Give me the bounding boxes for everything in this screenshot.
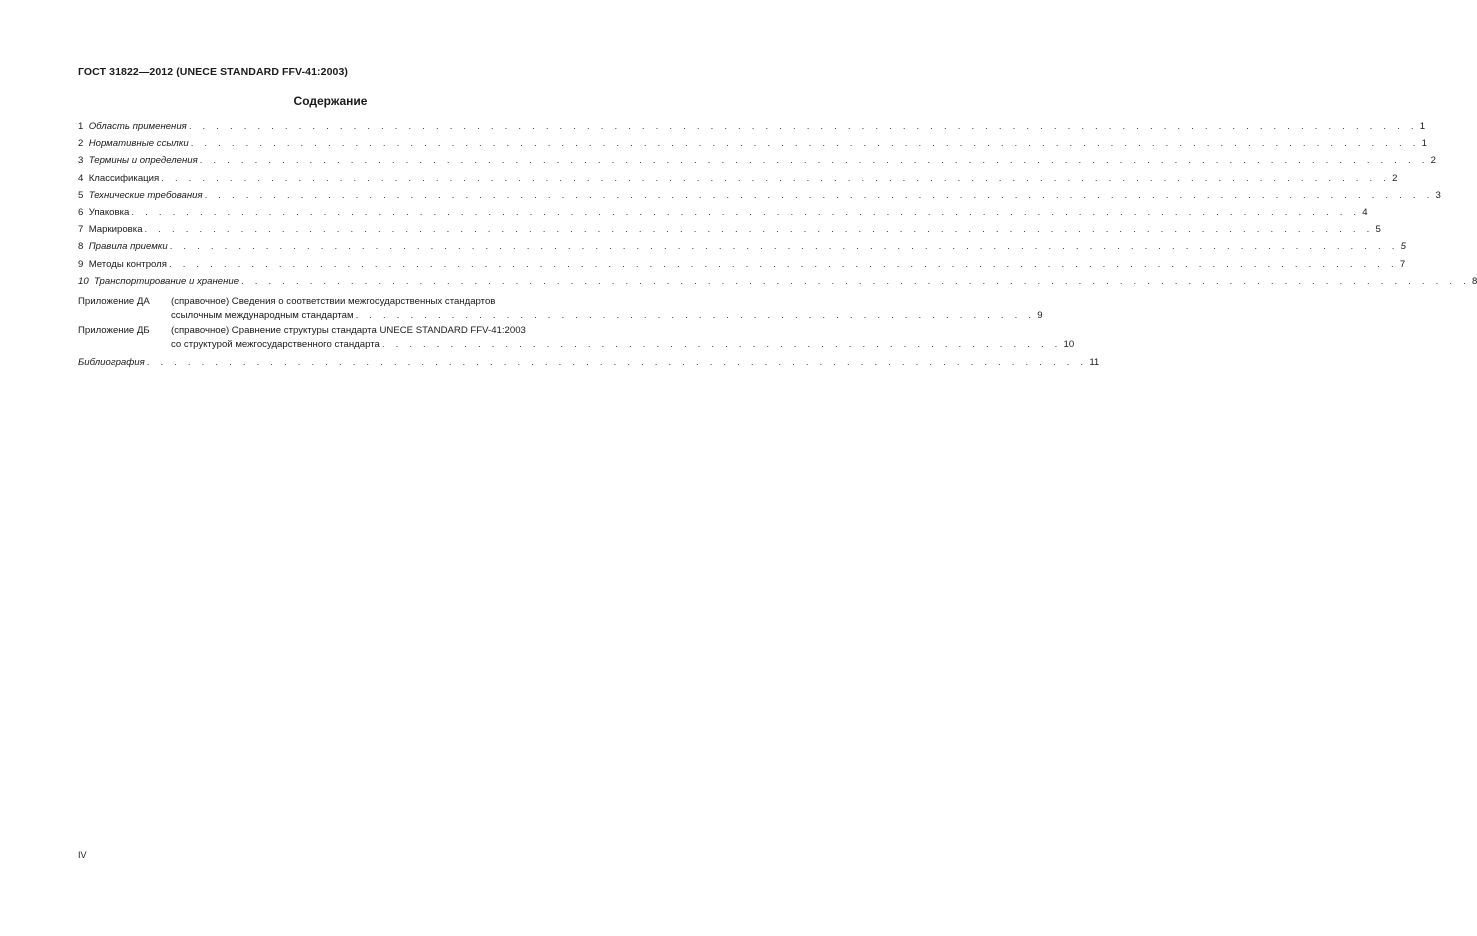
toc-entry-text: Методы контроля	[88, 258, 167, 270]
toc-entry-number: 6	[78, 207, 84, 218]
dot-leader: . . . . . . . . . . . . . . . . . . . . . . . . . . . . . . . . . . . . . . . . . . . . . . . . . . . . . . . . . . . . . . . . . . . . . . . . . . . . . . . . . . . . . . . . . .	[169, 241, 1399, 253]
page-number: 8	[1471, 275, 1477, 287]
appendix-label: Приложение ДА	[78, 296, 150, 307]
toc-entry-text: Транспортирование и хранение	[94, 275, 240, 287]
toc-entry-number: 1	[78, 121, 84, 132]
dot-leader: . . . . . . . . . . . . . . . . . . . . . . . . . . . . . . . . . . . . . . . . . . . . . . . . . . . . . . . . . . . . . . . . . . . . . . . . . . . . . . . . . . . . . . . . . .	[161, 172, 1391, 184]
page-number: 9	[1037, 310, 1043, 321]
appendix-title-line1: (справочное) Сведения о соответствии межгосударственных стандартов	[171, 296, 496, 307]
toc-entry-number: 8	[78, 241, 84, 253]
dot-leader: . . . . . . . . . . . . . . . . . . . . . . . . . . . . . . . . . . . . . . . . . . . . . . . . . .	[381, 339, 1062, 350]
toc-entry[interactable]	[78, 258, 1406, 272]
toc-entry-number: 7	[78, 224, 84, 236]
dot-leader: . . . . . . . . . . . . . . . . . . . . . . . . . . . . . . . . . . . . . . . . . . . . . . . . . . . . . . . . . . . . . . . . . . . . . . . . . . . . . . . . . . . . . . . . . .	[168, 258, 1398, 270]
appendix-label: Приложение ДБ	[78, 325, 150, 336]
dot-leader: . . . . . . . . . . . . . . . . . . . . . . . . . . . . . . . . . . . . . . . . . . . . . . . . . . . . . . . . . . . . . . . . . . . . . . . . . . . . . . . . . . . . . . . . . .	[190, 138, 1420, 150]
dot-leader: . . . . . . . . . . . . . . . . . . . . . . . . . . . . . . . . . . . . . . . . . . . . . . . . . . . . . . . . . . . . . . . . . . . . . . . . . . . . . . . . . . . . . . . . . .	[199, 155, 1429, 167]
page-number: 11	[1089, 357, 1100, 368]
toc-entry-number: 10	[78, 275, 89, 287]
toc-entry-text: Классификация	[88, 172, 160, 184]
toc-entry-text: Термины и определения	[88, 155, 198, 167]
toc-entry[interactable]	[78, 120, 1426, 134]
toc-entry-text: Библиография	[78, 357, 145, 368]
toc-entry[interactable]	[78, 206, 1368, 220]
toc-entry-text: Правила приемки	[88, 241, 168, 253]
toc-entry[interactable]	[78, 137, 1427, 151]
toc-entry-text: Маркировка	[88, 224, 143, 236]
toc-entry[interactable]	[78, 223, 1381, 237]
dot-leader: . . . . . . . . . . . . . . . . . . . . . . . . . . . . . . . . . . . . . . . . . . . . . . . . . . . . . . . . . . . . . . . . . . . . .	[146, 357, 1088, 368]
toc-entry[interactable]	[78, 189, 1441, 203]
page-number: 5	[1375, 224, 1381, 236]
page-number: 2	[1430, 155, 1436, 167]
toc-entry-number: 3	[78, 155, 84, 167]
dot-leader: . . . . . . . . . . . . . . . . . . . . . . . . . . . . . . . . . . . . . . . . . . . . . . . . . . . . . . . . . . . . . . . . . . . . . . . . . . . . . . . . . . . . . . . . . .	[241, 275, 1470, 287]
toc-entry-text: Нормативные ссылки	[88, 138, 189, 150]
page-number: 3	[1435, 189, 1441, 201]
toc-entry-number: 4	[78, 172, 84, 184]
page-number: 2	[1392, 172, 1398, 184]
toc-entry-number: 2	[78, 138, 84, 150]
toc-entry-bibliography[interactable]	[78, 356, 1100, 370]
page-number: 10	[1063, 339, 1075, 350]
appendix-title-line2: со структурой межгосударственного стандарта	[171, 339, 380, 350]
toc-entry[interactable]	[78, 240, 1406, 254]
appendix-title-line2: ссылочным международным стандартам	[171, 310, 354, 321]
page-title: Содержание	[293, 94, 368, 108]
page-number: 4	[1362, 207, 1368, 218]
dot-leader: . . . . . . . . . . . . . . . . . . . . . . . . . . . . . . . . . . . . . . . . . . . . . . . . . . . . . . . . . . . . . . . . . . . . . . . . . . . . . . . . . . . . . . . . . .	[131, 207, 1361, 218]
toc-entry-text: Область применения	[88, 121, 187, 132]
toc-entry[interactable]	[78, 154, 1436, 168]
toc-entry-text: Технические требования	[88, 189, 203, 201]
toc-entry-number: 9	[78, 258, 84, 270]
toc-entry-text: Упаковка	[88, 207, 130, 218]
page-number: 1	[1421, 138, 1427, 150]
toc-entry[interactable]	[78, 275, 1477, 289]
dot-leader: . . . . . . . . . . . . . . . . . . . . . . . . . . . . . . . . . . . . . . . . . . . . . . . . . . . . . . . . . . . . . . . . . . . . . . . . . . . . . . . . . . . . . . . . . .	[204, 189, 1434, 201]
appendix-title-line1: (справочное) Сравнение структуры стандарта UNECE STANDARD FFV-41:2003	[171, 325, 526, 336]
toc-entry[interactable]	[78, 172, 1398, 186]
dot-leader: . . . . . . . . . . . . . . . . . . . . . . . . . . . . . . . . . . . . . . . . . . . . . . . . . . . . . . . . . . . . . . . . . . . . . . . . . . . . . . . . . . . . . . . . . .	[188, 121, 1418, 132]
dot-leader: . . . . . . . . . . . . . . . . . . . . . . . . . . . . . . . . . . . . . . . . . . . . . . . . . .	[355, 310, 1036, 321]
footer-page-number: IV	[78, 850, 87, 860]
document-header: ГОСТ 31822—2012 (UNECE STANDARD FFV-41:2003)	[78, 66, 349, 78]
page-number: 1	[1419, 121, 1426, 132]
toc-entry-number: 5	[78, 189, 84, 201]
dot-leader: . . . . . . . . . . . . . . . . . . . . . . . . . . . . . . . . . . . . . . . . . . . . . . . . . . . . . . . . . . . . . . . . . . . . . . . . . . . . . . . . . . . . . . . . . .	[144, 224, 1374, 236]
page-number: 7	[1399, 258, 1406, 270]
page-number: 5	[1400, 241, 1406, 253]
